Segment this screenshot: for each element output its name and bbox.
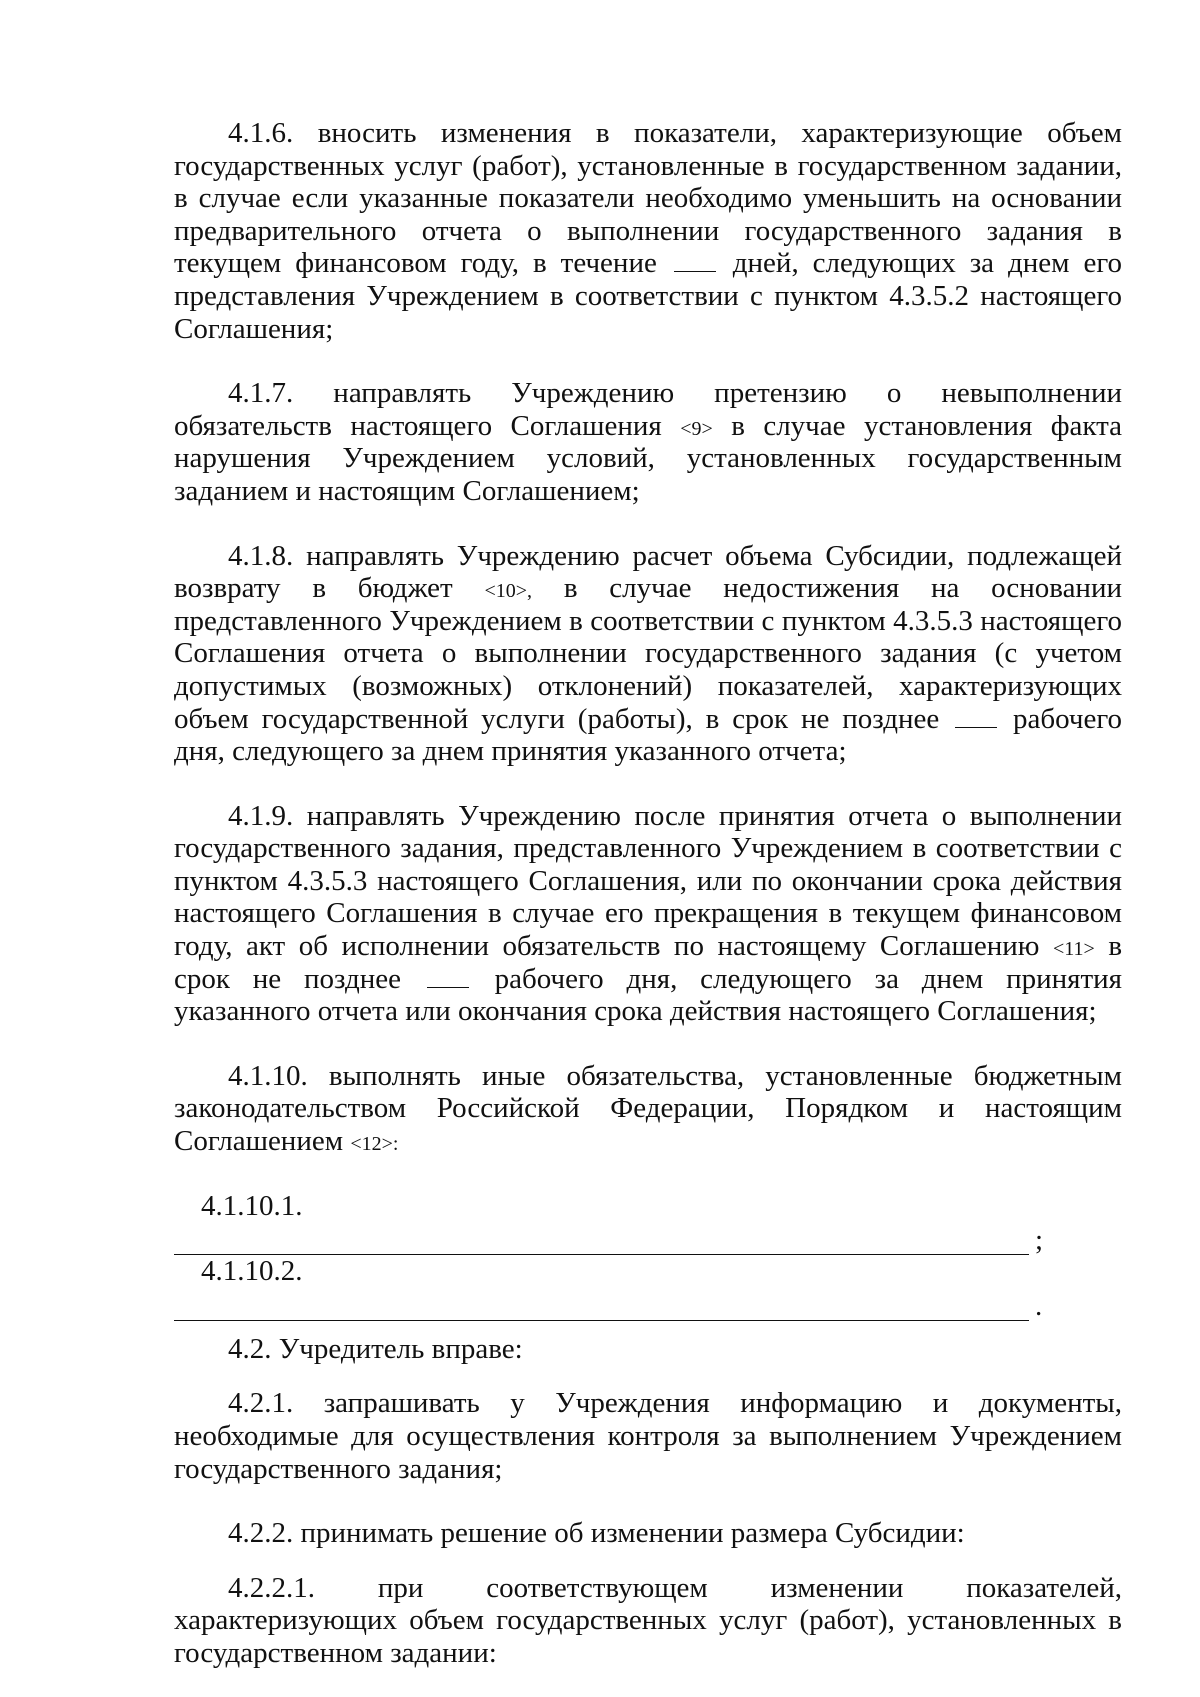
fill-in-line-4-1-10-1	[174, 1222, 1122, 1255]
paragraph-text: 4.1.6. вносить изменения в показатели, характеризующие объем государственных услуг (работ), установленные в государственном задании, в случае если указанные показатели необходимо уменьшить на основании предварительного отчета о выполнении государственного задания в текущем финансовом году, в течение	[174, 117, 1122, 280]
line-end-mark: ;	[1035, 1224, 1044, 1257]
blank-field	[427, 965, 469, 988]
fill-in-line-4-1-10-2	[174, 1288, 1122, 1321]
paragraph-text: 4.1.10. выполнять иные обязательства, установленные бюджетным законодательством Российской Федерации, Порядком и настоящим Соглашением	[174, 1059, 1122, 1158]
item-4-1-10-2	[174, 1255, 1122, 1288]
paragraph-4-2: 4.2. Учредитель вправе:	[228, 1332, 523, 1365]
paragraph-4-1-8	[174, 540, 1122, 768]
paragraph-4-1-9	[174, 800, 1122, 1028]
paragraph-text: дней, следующих за днем его представления Учреждением в соответствии с пунктом 4.3.5.2 настоящего Соглашения;	[174, 247, 1123, 345]
paragraph-text: рабочего дня, следующего за днем принятия указанного отчета или окончания срока действия настоящего Соглашения;	[174, 962, 1123, 1028]
paragraph-4-1-6	[174, 117, 1122, 345]
item-number: 4.1.10.2.	[201, 1255, 303, 1288]
paragraph-text: в случае недостижения на основании представленного Учреждением в соответствии с пунктом 4.3.5.3 настоящего Соглашения отчета о выполнении государственного задания (с учетом допустимых (возможных) отклонений) показателей, характеризующих объем государственной услуги (работы), в срок не позднее	[174, 572, 1122, 735]
blank-field	[674, 249, 716, 272]
paragraph-text: в случае установления факта нарушения Учреждением условий, установленных государственным заданием и настоящим Соглашением;	[174, 409, 1122, 507]
paragraph-4-2-1: 4.2.1. запрашивать у Учреждения информацию и документы, необходимые для осуществления контроля за выполнением Учреждением государственного задания;	[174, 1387, 1122, 1485]
blank-line	[174, 1306, 1029, 1321]
paragraph-4-2-2-1: 4.2.2.1. при соответствующем изменении показателей, характеризующих объем государственных услуг (работ), установленных в государственном задании:	[174, 1571, 1122, 1669]
footnote-reference: <11>	[1052, 938, 1095, 961]
paragraph-4-2-2: 4.2.2. принимать решение об изменении размера Субсидии:	[228, 1517, 965, 1550]
paragraph-text: в срок не позднее	[174, 930, 1123, 995]
item-number: 4.1.10.1.	[201, 1189, 303, 1222]
paragraph-text: 4.1.8. направлять Учреждению расчет объема Субсидии, подлежащей возврату в бюджет	[174, 539, 1122, 605]
paragraph-4-1-10	[174, 1060, 1122, 1158]
footnote-reference: <10>,	[484, 580, 533, 603]
paragraph-text: рабочего дня, следующего за днем принятия указанного отчета;	[174, 702, 1123, 768]
paragraph-text: 4.1.9. направлять Учреждению после принятия отчета о выполнении государственного задания, представленного Учреждением в соответствии с пунктом 4.3.5.3 настоящего Соглашения, или по окончании срока действия настоящего Соглашения в случае его прекращения в текущем финансовом году, акт об исполнении обязательств по настоящему Соглашению	[174, 799, 1122, 963]
document-page	[174, 117, 1122, 1670]
footnote-reference: <12>:	[350, 1133, 399, 1156]
paragraph-4-1-7	[174, 377, 1122, 507]
line-end-mark: .	[1035, 1289, 1043, 1322]
paragraph-text: 4.1.7. направлять Учреждению претензию о невыполнении обязательств настоящего Соглашения	[174, 377, 1122, 442]
blank-field	[955, 705, 997, 728]
blank-line	[174, 1240, 1029, 1255]
footnote-reference: <9>	[680, 417, 713, 440]
item-4-1-10-1	[174, 1190, 1122, 1223]
